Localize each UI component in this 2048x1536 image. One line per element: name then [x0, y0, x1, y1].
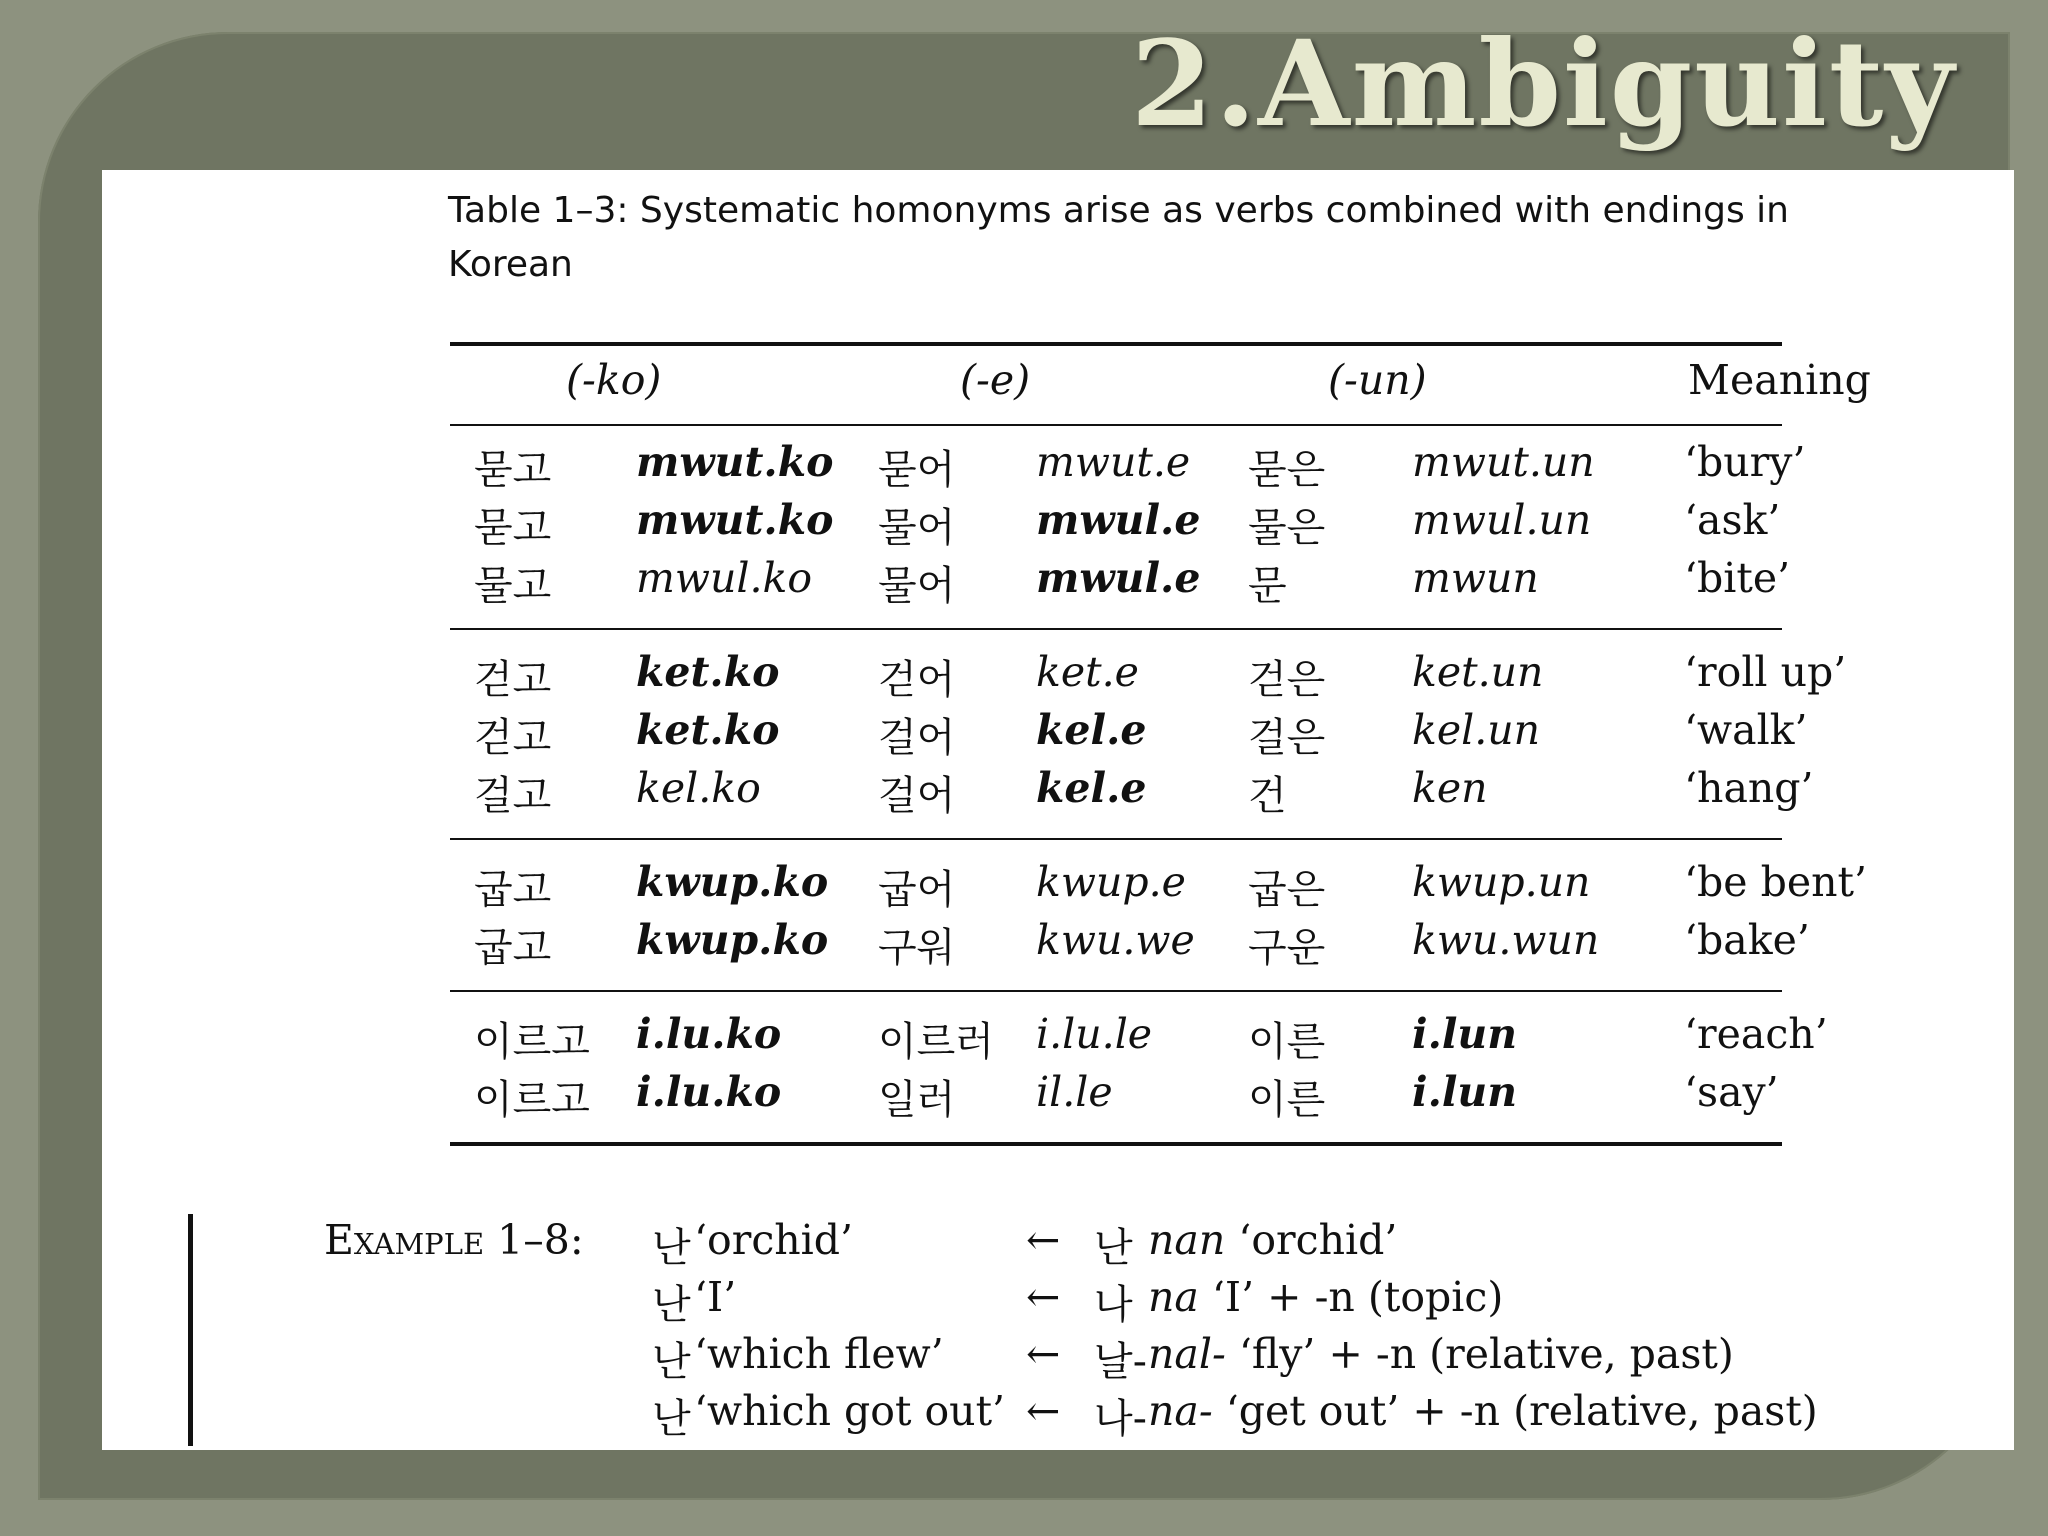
table-group-rule — [450, 990, 1782, 992]
example-right-side — [1148, 1330, 1734, 1378]
example-arrow: ← — [1026, 1387, 1061, 1435]
cell-ko-form: 굽고 — [474, 867, 552, 913]
cell-un-roman: kel.un — [1412, 706, 1541, 754]
example-left-gloss: ‘which got out’ — [694, 1387, 1006, 1435]
cell-ko-roman: ket.ko — [636, 648, 780, 696]
slide-content — [102, 170, 2014, 1450]
cell-un-form: 굽은 — [1248, 867, 1326, 913]
table-top-rule — [450, 342, 1782, 346]
example-label: Example 1–8: — [324, 1216, 584, 1264]
cell-meaning: ‘bite’ — [1684, 554, 1791, 602]
cell-e-roman: kel.e — [1036, 764, 1147, 812]
header-un: (-un) — [1328, 356, 1427, 404]
cell-e-form: 걸어 — [878, 715, 956, 761]
example-left-gloss: ‘which flew’ — [694, 1330, 944, 1378]
example-block — [188, 1216, 1888, 1448]
cell-un-form: 이른 — [1248, 1077, 1326, 1123]
cell-e-form: 이르러 — [878, 1019, 994, 1065]
example-right-roman: nan — [1148, 1216, 1226, 1264]
cell-un-form: 이른 — [1248, 1019, 1326, 1065]
cell-ko-form: 묻고 — [474, 447, 552, 493]
example-left-korean: 난 — [652, 1339, 691, 1385]
cell-e-roman: mwul.e — [1036, 496, 1201, 544]
slide-title: 2.Ambiguity — [1130, 14, 1956, 153]
cell-ko-form: 걷고 — [474, 715, 552, 761]
cell-ko-roman: i.lu.ko — [636, 1010, 782, 1058]
table-bottom-rule — [450, 1142, 1782, 1146]
cell-e-form: 물어 — [878, 505, 956, 551]
cell-e-form: 걸어 — [878, 773, 956, 819]
cell-un-form: 구운 — [1248, 925, 1326, 971]
cell-meaning: ‘ask’ — [1684, 496, 1781, 544]
cell-un-form: 문 — [1248, 563, 1287, 609]
example-right-side — [1148, 1273, 1503, 1321]
cell-e-roman: ket.e — [1036, 648, 1139, 696]
cell-meaning: ‘reach’ — [1684, 1010, 1828, 1058]
cell-e-form: 물어 — [878, 563, 956, 609]
cell-un-form: 묻은 — [1248, 447, 1326, 493]
table-group-rule — [450, 838, 1782, 840]
cell-ko-form: 물고 — [474, 563, 552, 609]
cell-ko-form: 묻고 — [474, 505, 552, 551]
cell-meaning: ‘roll up’ — [1684, 648, 1847, 696]
cell-meaning: ‘be bent’ — [1684, 858, 1867, 906]
example-right-korean: 나 — [1094, 1282, 1133, 1328]
cell-meaning: ‘say’ — [1684, 1068, 1779, 1116]
example-right-side — [1148, 1216, 1397, 1264]
table-header-rule — [450, 424, 1782, 426]
cell-un-form: 걷은 — [1248, 657, 1326, 703]
cell-un-form: 걸은 — [1248, 715, 1326, 761]
cell-e-form: 묻어 — [878, 447, 956, 493]
cell-un-roman: ken — [1412, 764, 1488, 812]
cell-un-roman: i.lun — [1412, 1068, 1518, 1116]
example-left-korean: 난 — [652, 1225, 691, 1271]
cell-e-roman: kel.e — [1036, 706, 1147, 754]
example-right-roman: nal- — [1148, 1330, 1226, 1378]
example-right-korean: 날- — [1094, 1339, 1148, 1385]
cell-e-roman: mwut.e — [1036, 438, 1191, 486]
cell-ko-roman: i.lu.ko — [636, 1068, 782, 1116]
cell-un-roman: mwun — [1412, 554, 1539, 602]
example-right-roman: na — [1148, 1273, 1199, 1321]
cell-e-form: 걷어 — [878, 657, 956, 703]
example-right-korean: 나- — [1094, 1396, 1148, 1442]
cell-ko-form: 굽고 — [474, 925, 552, 971]
cell-meaning: ‘bake’ — [1684, 916, 1810, 964]
cell-ko-roman: kwup.ko — [636, 858, 829, 906]
cell-un-form: 물은 — [1248, 505, 1326, 551]
cell-un-roman: i.lun — [1412, 1010, 1518, 1058]
cell-meaning: ‘walk’ — [1684, 706, 1808, 754]
cell-un-roman: ket.un — [1412, 648, 1544, 696]
header-meaning: Meaning — [1688, 356, 1871, 404]
header-e: (-e) — [960, 356, 1031, 404]
example-left-korean: 난 — [652, 1282, 691, 1328]
cell-e-form: 구워 — [878, 925, 956, 971]
example-right-side — [1148, 1387, 1818, 1435]
cell-un-roman: kwu.wun — [1412, 916, 1600, 964]
cell-e-roman: mwul.e — [1036, 554, 1201, 602]
cell-ko-roman: mwut.ko — [636, 496, 834, 544]
cell-ko-roman: mwut.ko — [636, 438, 834, 486]
example-left-gloss: ‘I’ — [694, 1273, 737, 1321]
header-ko: (-ko) — [566, 356, 662, 404]
cell-ko-form: 이르고 — [474, 1019, 590, 1065]
table-group-rule — [450, 628, 1782, 630]
cell-e-roman: kwup.e — [1036, 858, 1186, 906]
example-right-korean: 난 — [1094, 1225, 1133, 1271]
example-right-gloss: ‘get out’ + -n (relative, past) — [1212, 1387, 1818, 1435]
cell-un-roman: mwut.un — [1412, 438, 1595, 486]
cell-ko-form: 이르고 — [474, 1077, 590, 1123]
example-right-roman: na- — [1148, 1387, 1213, 1435]
cell-ko-form: 걷고 — [474, 657, 552, 703]
cell-e-roman: i.lu.le — [1036, 1010, 1153, 1058]
table-caption: Table 1–3: Systematic homonyms arise as verbs combined with endings in Korean — [448, 190, 1789, 285]
example-arrow: ← — [1026, 1273, 1061, 1321]
cell-un-roman: kwup.un — [1412, 858, 1591, 906]
cell-e-roman: il.le — [1036, 1068, 1113, 1116]
cell-ko-roman: ket.ko — [636, 706, 780, 754]
example-arrow: ← — [1026, 1330, 1061, 1378]
cell-ko-form: 걸고 — [474, 773, 552, 819]
cell-ko-roman: kel.ko — [636, 764, 761, 812]
cell-e-form: 일러 — [878, 1077, 956, 1123]
cell-un-form: 건 — [1248, 773, 1287, 819]
cell-e-roman: kwu.we — [1036, 916, 1195, 964]
example-right-gloss: ‘I’ + -n (topic) — [1198, 1273, 1504, 1321]
example-right-gloss: ‘orchid’ — [1225, 1216, 1398, 1264]
cell-meaning: ‘bury’ — [1684, 438, 1806, 486]
example-right-gloss: ‘fly’ + -n (relative, past) — [1225, 1330, 1734, 1378]
cell-ko-roman: mwul.ko — [636, 554, 813, 602]
cell-meaning: ‘hang’ — [1684, 764, 1814, 812]
cell-e-form: 굽어 — [878, 867, 956, 913]
example-arrow: ← — [1026, 1216, 1061, 1264]
cell-un-roman: mwul.un — [1412, 496, 1592, 544]
example-left-gloss: ‘orchid’ — [694, 1216, 854, 1264]
cell-ko-roman: kwup.ko — [636, 916, 829, 964]
example-left-korean: 난 — [652, 1396, 691, 1442]
